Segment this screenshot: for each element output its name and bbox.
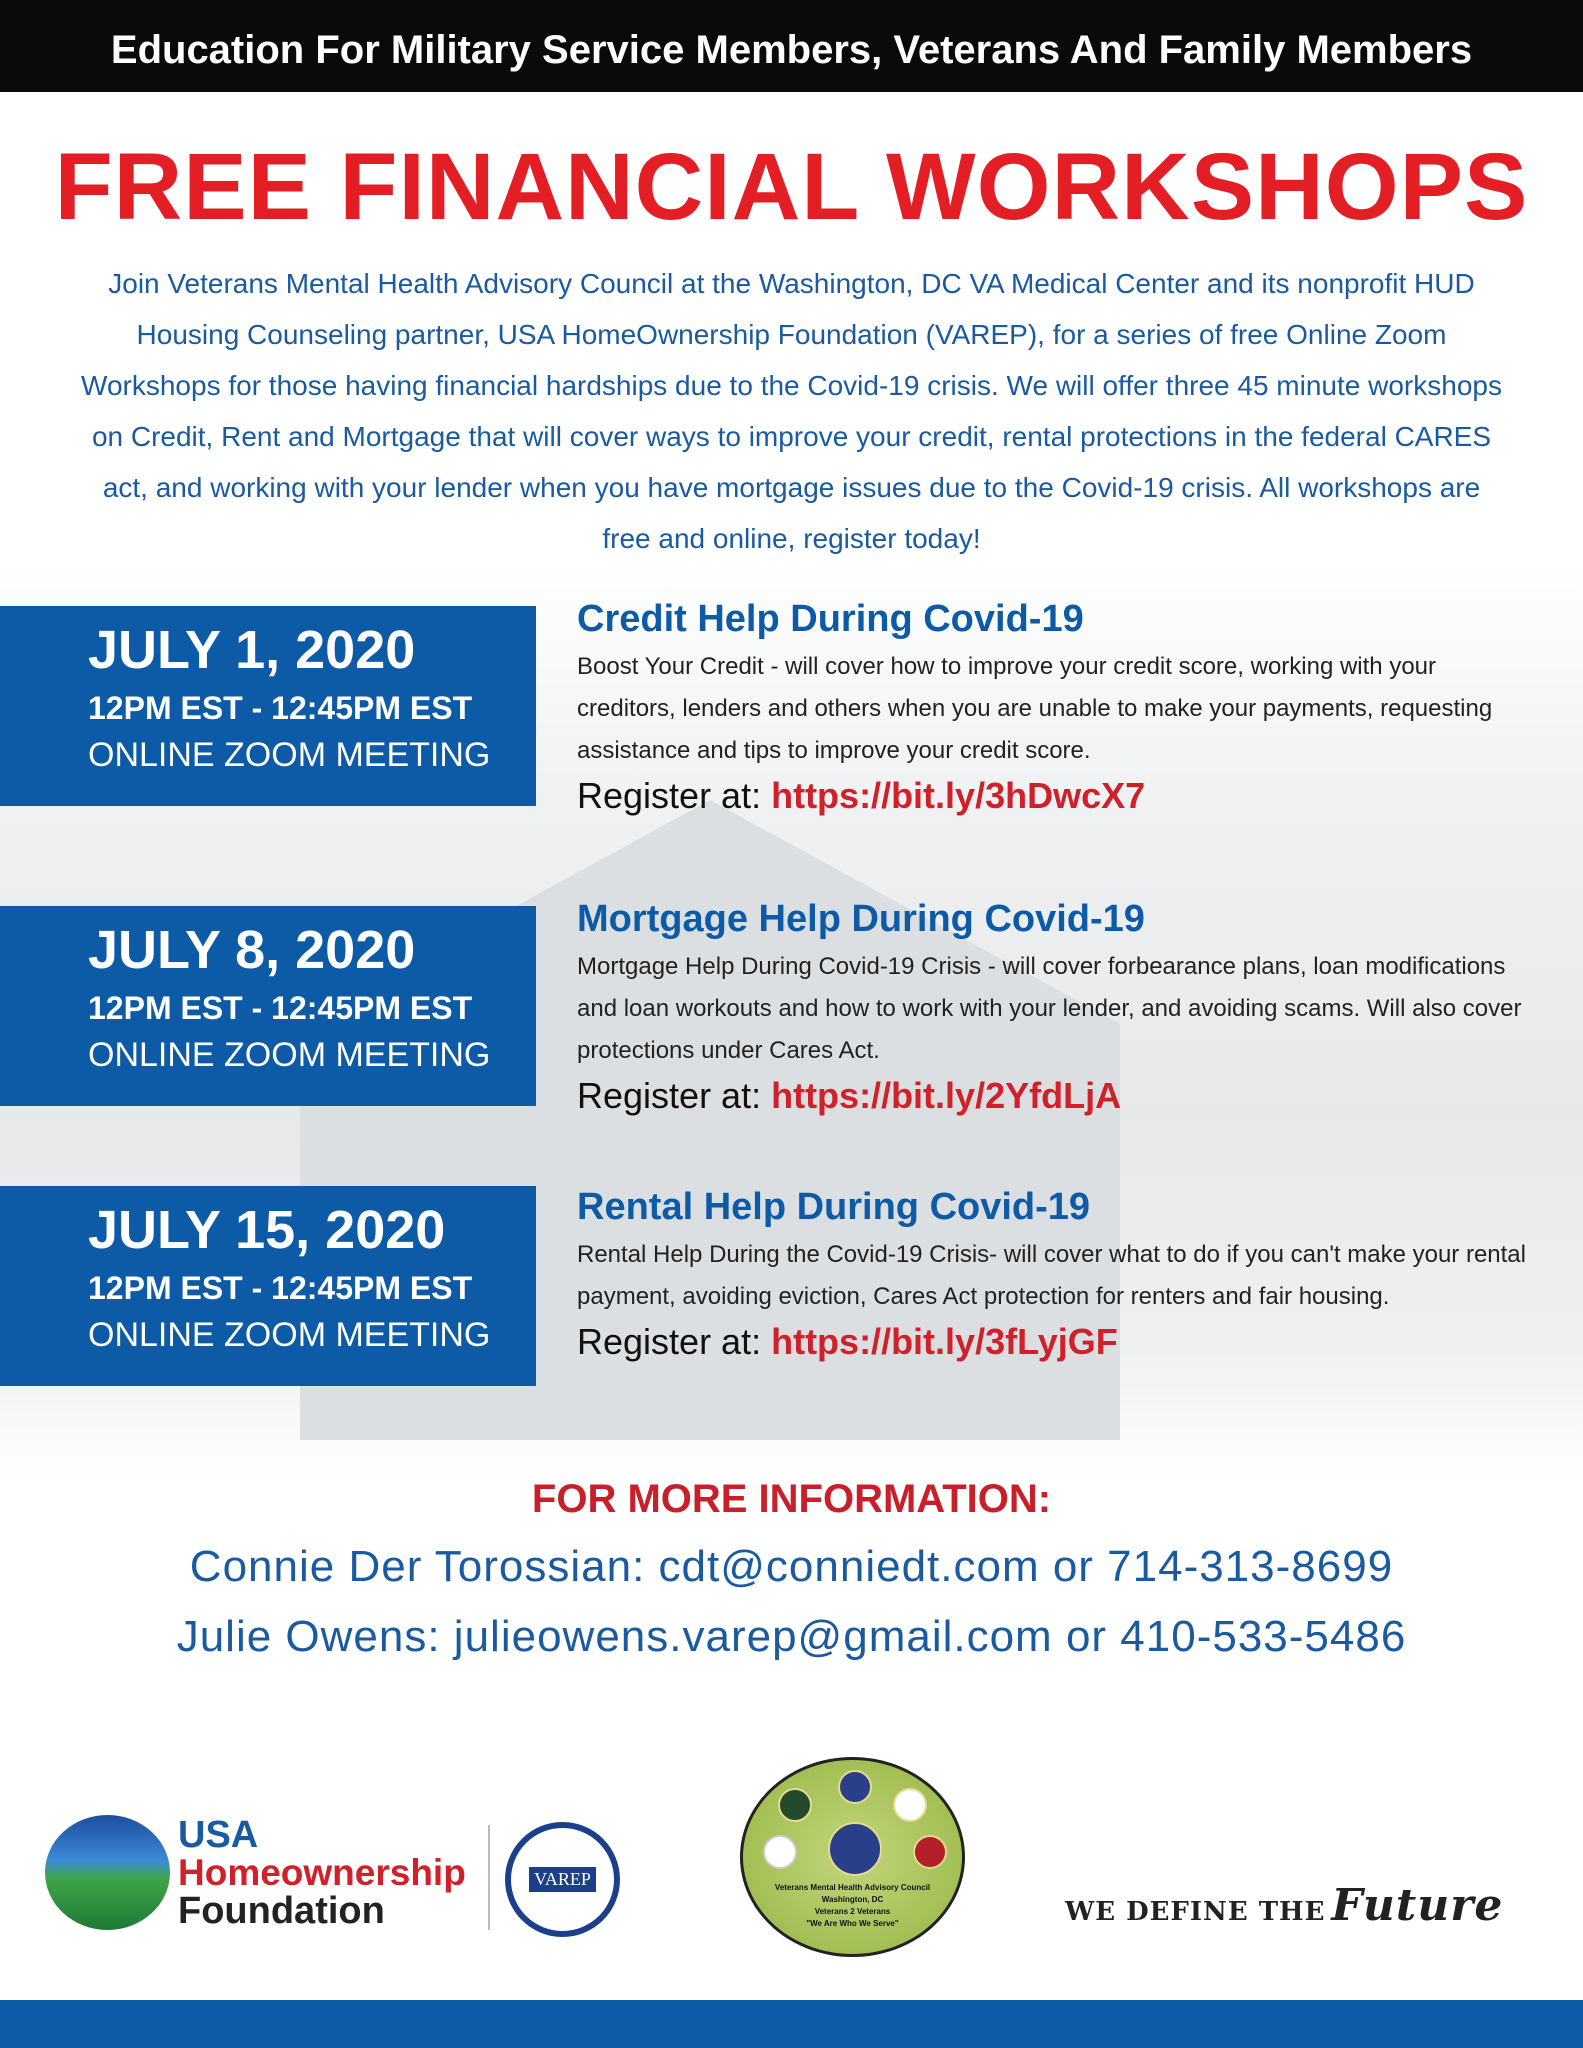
workshop-title: Mortgage Help During Covid-19 xyxy=(577,898,1145,940)
workshop-title: Rental Help During Covid-19 xyxy=(577,1186,1091,1228)
contact-julie: Julie Owens: julieowens.varep@gmail.com or 410-533-5486 xyxy=(176,1612,1407,1661)
register-line xyxy=(577,1320,1527,1364)
top-banner: Education For Military Service Members, Veterans And Family Members xyxy=(0,0,1583,92)
workshop-description: Mortgage Help During Covid-19 Crisis - will cover forbearance plans, loan modifications and loan workouts and how to work with your lender, and avoiding scams. Will also cover protections under Cares Act. xyxy=(577,953,1522,1064)
register-link[interactable]: https://bit.ly/3fLyjGF xyxy=(771,1321,1118,1362)
workshop-mortgage xyxy=(577,896,1527,1118)
logo-text: Homeownership xyxy=(178,1851,466,1893)
contact-connie: Connie Der Torossian: cdt@conniedt.com or 714-313-8699 xyxy=(189,1542,1394,1591)
more-info-heading: FOR MORE INFORMATION: xyxy=(531,1477,1052,1521)
date: JULY 15, 2020 xyxy=(88,1200,446,1260)
logo-text: USA xyxy=(178,1813,259,1856)
we-define-the-future-logo xyxy=(1065,1880,1503,1931)
seal-text: "We Are Who We Serve" xyxy=(806,1919,899,1928)
date: JULY 8, 2020 xyxy=(88,920,416,980)
intro-paragraph: Join Veterans Mental Health Advisory Council at the Washington, DC VA Medical Center and its nonprofit HUD Housing Counseling partner, USA HomeOwnership Foundation (VAREP), for a series of free Online Zoom Workshops for those having financial hardships due to the Covid-19 crisis. We will offer three 45 minute workshops on Credit, Rent and Mortgage that will cover ways to improve your credit, rental protections in the federal CARES act, and working with your lender when you have mortgage issues due to the Covid-19 crisis. All workshops are free and online, register today! xyxy=(81,268,1502,554)
tagline-script: Future xyxy=(1331,1880,1504,1931)
date-box-3 xyxy=(0,1186,536,1386)
coast-guard-emblem-icon xyxy=(763,1835,797,1869)
varep-logo xyxy=(505,1822,620,1937)
register-line xyxy=(577,774,1527,818)
workshop-credit xyxy=(577,596,1527,818)
date-box-1 xyxy=(0,606,536,806)
seal-text: Veterans 2 Veterans xyxy=(814,1907,891,1916)
seal-text: Veterans Mental Health Advisory Council xyxy=(774,1883,931,1892)
seal-text: Washington, DC xyxy=(821,1895,884,1904)
mode: ONLINE ZOOM MEETING xyxy=(88,1316,491,1354)
army-emblem-icon xyxy=(778,1788,812,1822)
register-link[interactable]: https://bit.ly/2YfdLjA xyxy=(771,1075,1122,1116)
mode: ONLINE ZOOM MEETING xyxy=(88,1036,491,1074)
register-label: Register at: xyxy=(577,775,772,816)
navy-emblem-icon xyxy=(838,1770,872,1804)
air-force-emblem-icon xyxy=(893,1788,927,1822)
workshop-title: Credit Help During Covid-19 xyxy=(577,598,1084,640)
register-link[interactable]: https://bit.ly/3hDwcX7 xyxy=(771,775,1146,816)
workshop-description: Rental Help During the Covid-19 Crisis- will cover what to do if you can't make your rental payment, avoiding eviction, Cares Act protection for renters and fair housing. xyxy=(577,1241,1526,1310)
usa-homeownership-logo xyxy=(45,1815,466,1930)
date: JULY 1, 2020 xyxy=(88,620,416,680)
tagline-text: WE DEFINE THE xyxy=(1065,1897,1326,1927)
globe-leaf-icon xyxy=(45,1815,170,1930)
register-line xyxy=(577,1074,1527,1118)
time: 12PM EST - 12:45PM EST xyxy=(88,1270,473,1306)
va-emblem-icon xyxy=(828,1822,882,1876)
time: 12PM EST - 12:45PM EST xyxy=(88,690,473,726)
mode: ONLINE ZOOM MEETING xyxy=(88,736,491,774)
workshop-description: Boost Your Credit - will cover how to improve your credit score, working with your creditors, lenders and others when you are unable to make your payments, requesting assistance and tips to improve your credit score. xyxy=(577,653,1493,764)
workshop-rental xyxy=(577,1184,1527,1364)
logo-text: Foundation xyxy=(178,1889,385,1932)
register-label: Register at: xyxy=(577,1075,772,1116)
logo-divider xyxy=(488,1825,490,1930)
date-box-2 xyxy=(0,906,536,1106)
bottom-bar xyxy=(0,2000,1583,2048)
time: 12PM EST - 12:45PM EST xyxy=(88,990,473,1026)
marines-emblem-icon xyxy=(913,1835,947,1869)
register-label: Register at: xyxy=(577,1321,772,1362)
veterans-council-seal xyxy=(740,1757,965,1957)
varep-text: VAREP xyxy=(529,1867,596,1892)
page-title: FREE FINANCIAL WORKSHOPS xyxy=(54,134,1529,240)
